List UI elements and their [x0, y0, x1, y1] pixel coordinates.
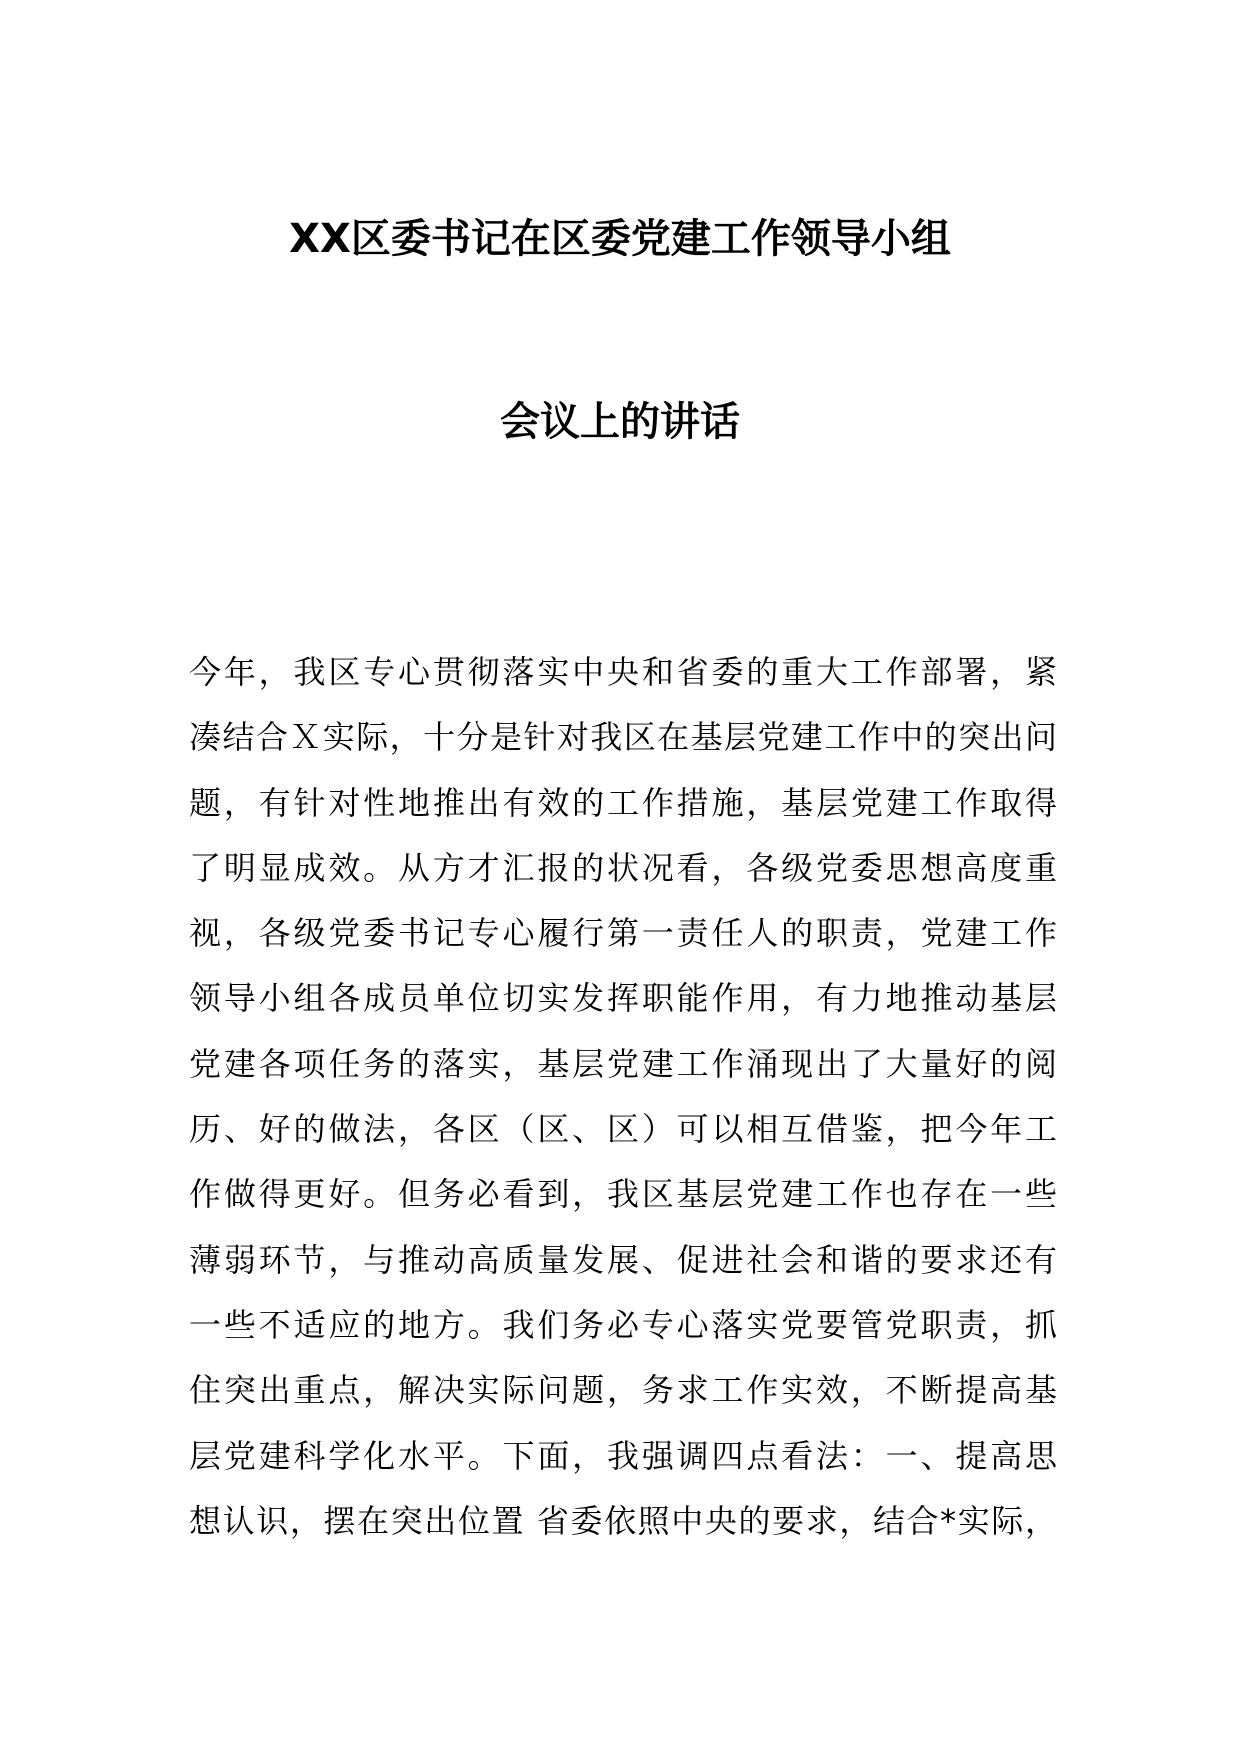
- document-title-line-1: XX区委书记在区委党建工作领导小组: [289, 216, 951, 262]
- body-line: 想认识，摆在突出位置 省委依照中央的要求，结合*实际，: [189, 1501, 1057, 1540]
- body-line: 视，各级党委书记专心履行第一责任人的职责，党建工作: [189, 914, 1057, 953]
- body-line: 凑结合Ｘ实际，十分是针对我区在基层党建工作中的突出问: [189, 718, 1057, 757]
- body-line: 领导小组各成员单位切实发挥职能作用，有力地推动基层: [189, 979, 1057, 1018]
- body-line: 了明显成效。从方才汇报的状况看，各级党委思想高度重: [189, 848, 1057, 887]
- document-title-line-2: 会议上的讲话: [500, 399, 740, 445]
- body-line: 题，有针对性地推出有效的工作措施，基层党建工作取得: [189, 783, 1057, 822]
- body-line: 作做得更好。但务必看到，我区基层党建工作也存在一些: [189, 1175, 1057, 1214]
- body-line: 党建各项任务的落实，基层党建工作涌现出了大量好的阅: [189, 1044, 1057, 1083]
- body-line: 历、好的做法，各区（区、区）可以相互借鉴，把今年工: [189, 1110, 1057, 1149]
- body-line: 今年，我区专心贯彻落实中央和省委的重大工作部署，紧: [189, 653, 1057, 691]
- body-line: 薄弱环节，与推动高质量发展、促进社会和谐的要求还有: [189, 1240, 1057, 1279]
- body-line: 层党建科学化水平。下面，我强调四点看法：一、提高思: [189, 1436, 1057, 1475]
- document-body: [189, 647, 1057, 1561]
- body-line: 一些不适应的地方。我们务必专心落实党要管党职责，抓: [189, 1305, 1057, 1344]
- body-line: 住突出重点，解决实际问题，务求工作实效，不断提高基: [189, 1371, 1057, 1410]
